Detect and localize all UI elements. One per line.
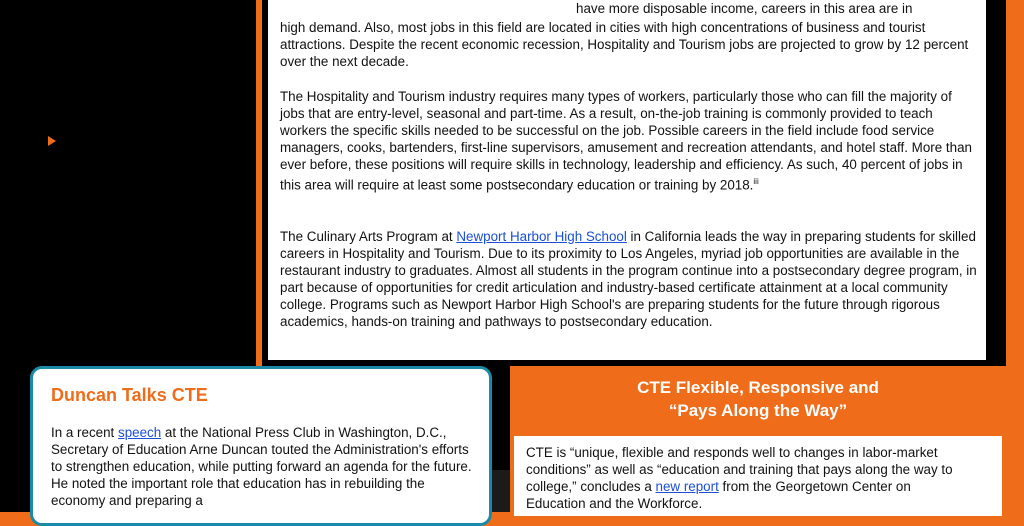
- arrow-right-icon: [48, 136, 56, 146]
- cte-title-line2: “Pays Along the Way”: [668, 401, 848, 420]
- paragraph-continuation: have more disposable income, careers in this area are in: [576, 1, 913, 16]
- speech-link[interactable]: speech: [118, 425, 162, 440]
- duncan-text: [51, 424, 481, 509]
- right-orange-strip: [1006, 0, 1024, 512]
- left-black-band: [0, 0, 30, 512]
- cte-title-line1: CTE Flexible, Responsive and: [637, 378, 879, 397]
- new-report-link[interactable]: new report: [655, 479, 719, 494]
- cte-text-box: [514, 436, 1002, 516]
- cte-title: [510, 376, 1006, 422]
- paragraph-culinary: [280, 228, 980, 330]
- duncan-title: Duncan Talks CTE: [51, 385, 208, 405]
- sidebar-panel: [30, 0, 256, 366]
- cte-text-intro: CTE is “unique, flexible and responds well to changes in labor-market conditions” as well as “education and training that pays along the way to college,” concludes a: [526, 445, 953, 494]
- main-article: [268, 0, 986, 360]
- duncan-text-body: at the National Press Club in Washington, D.C., Secretary of Education Arne Duncan touted the Administration's efforts to strengthen education, while putting forward an agenda for the future. He noted the important role that education has in rebuilding the economy and preparing a: [51, 425, 472, 508]
- paragraph-demand: high demand. Also, most jobs in this field are located in cities with high concentrations of business and tourist attractions. Despite the recent economic recession, Hospitality and Tourism jobs are projected to grow by 12 percent over the next decade.: [280, 20, 969, 69]
- paragraph-culinary-intro: The Culinary Arts Program at: [280, 229, 457, 244]
- newport-harbor-link[interactable]: Newport Harbor High School: [456, 229, 627, 244]
- duncan-callout: [30, 366, 492, 526]
- paragraph-industry: [280, 88, 980, 193]
- cte-text: [526, 444, 966, 512]
- endnote-marker: iii: [753, 177, 759, 186]
- duncan-text-intro: In a recent: [51, 425, 118, 440]
- paragraph-industry-text: The Hospitality and Tourism industry requires many types of workers, particularly those who can fill the majority of jobs that are entry-level, seasonal and part-time. As a result, on-the-job training is commonly provided to teach workers the specific skills needed to be successful on the job. Possible careers in the field include food service managers, cooks, bartenders, first-line supervisors, amusement and recreation attendants, and hotel staff. More than ever before, these positions will require skills in technology, leadership and efficiency. As such, 40 percent of jobs in this area will require at least some postsecondary education or training by 2018.: [280, 89, 972, 193]
- paragraph-culinary-body: in California leads the way in preparing students for skilled careers in Hospitality and Tourism. Due to its proximity to Los Angeles, myriad job opportunities are available in the restaurant industry to graduates. Almost all students in the program continue into a postsecondary degree program, in part because of opportunities for credit articulation and industry-based certificate attainment at a local community college. Programs such as Newport Harbor High School's are preparing students for the future through rigorous academics, hands-on training and pathways to postsecondary education.: [280, 229, 977, 329]
- cte-text-body: from the Georgetown Center on Education and the Workforce.: [526, 479, 911, 511]
